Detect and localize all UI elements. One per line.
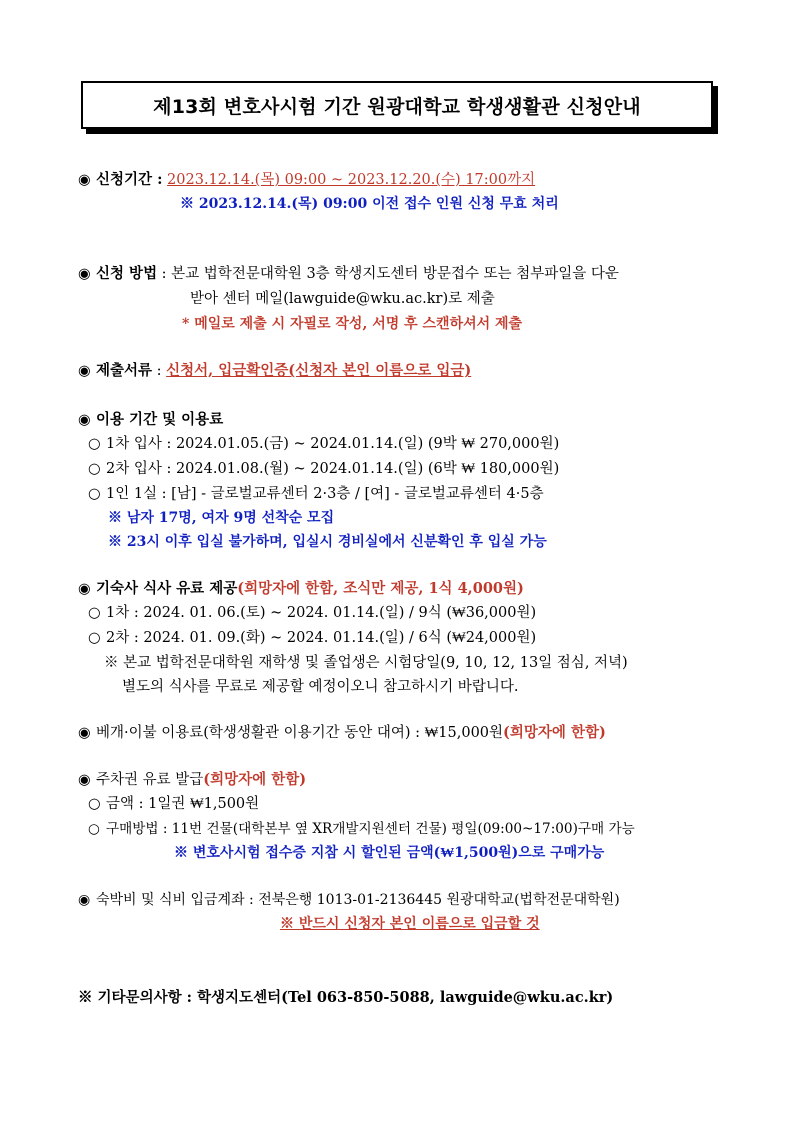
usage-item-2 (88, 459, 559, 479)
method-note: * 메일로 제출 시 자필로 작성, 서명 후 스캔하셔서 제출 (182, 316, 523, 332)
period-line (78, 170, 535, 190)
double-circle-marker-icon: ◉ (78, 363, 91, 379)
double-circle-marker-icon: ◉ (78, 725, 91, 741)
circle-bullet-icon: ○ (88, 796, 101, 812)
method-label: 신청 방법 (96, 266, 158, 282)
double-circle-marker-icon: ◉ (78, 892, 91, 908)
account-note: ※ 반드시 신청자 본인 이름으로 입금할 것 (280, 916, 540, 932)
parking-item-2 (88, 819, 635, 839)
documents-colon: : (152, 363, 167, 379)
meals-item-2 (88, 628, 536, 648)
period-value: 2023.12.14.(목) 09:00 ~ 2023.12.20.(수) 17:00까지 (167, 172, 536, 188)
bedding-text: 베개·이불 이용료(학생생활관 이용기간 동안 대여) : ₩15,000원 (96, 725, 504, 741)
account-text: 숙박비 및 식비 입금계좌 : 전북은행 1013-01-2136445 원광대학교(법학전문대학원) (96, 892, 620, 908)
double-circle-marker-icon: ◉ (78, 172, 91, 188)
parking-item-text: 구매방법 : 11번 건물(대학본부 옆 XR개발지원센터 건물) 평일(09:00~17:00)구매 가능 (106, 821, 635, 837)
double-circle-marker-icon: ◉ (78, 772, 91, 788)
usage-heading: 이용 기간 및 이용료 (96, 412, 224, 428)
meals-note-1: ※ 본교 법학전문대학원 재학생 및 졸업생은 시험당일(9, 10, 12, 13일 점심, 저녁) (104, 655, 628, 671)
usage-item-1 (88, 434, 559, 454)
meals-heading: 기숙사 식사 유료 제공 (96, 581, 238, 597)
period-note: ※ 2023.12.14.(목) 09:00 이전 접수 인원 신청 무효 처리 (180, 196, 559, 212)
circle-bullet-icon: ○ (88, 461, 101, 477)
title-box (81, 81, 713, 129)
usage-item-text: 2차 입사 : 2024.01.08.(월) ~ 2024.01.14.(일) (6박 ₩ 180,000원) (106, 461, 560, 477)
parking-note: ※ 변호사시험 접수증 지참 시 할인된 금액(₩1,500원)으로 구매가능 (174, 845, 605, 861)
page-title: 제13회 변호사시험 기간 원광대학교 학생생활관 신청안내 (153, 95, 641, 118)
contact-line: ※ 기타문의사항 : 학생지도센터(Tel 063-850-5088, lawguide@wku.ac.kr) (78, 989, 614, 1006)
usage-item-text: 1인 1실 : [남] - 글로벌교류센터 2·3층 / [여] - 글로벌교류센터 4·5층 (106, 486, 544, 502)
circle-bullet-icon: ○ (88, 630, 101, 646)
meals-note-2: 별도의 식사를 무료로 제공할 예정이오니 참고하시기 바랍니다. (122, 679, 519, 695)
circle-bullet-icon: ○ (88, 436, 101, 452)
parking-heading-line (78, 770, 306, 790)
method-line-1 (78, 264, 619, 284)
usage-note-1: ※ 남자 17명, 여자 9명 선착순 모집 (108, 510, 335, 526)
parking-heading-note: (희망자에 한함) (203, 771, 307, 788)
bedding-note: (희망자에 한함) (503, 724, 606, 741)
circle-bullet-icon: ○ (88, 821, 100, 837)
period-colon: : (152, 171, 163, 188)
meals-item-text: 1차 : 2024. 01. 06.(토) ~ 2024. 01.14.(일) / 9식 (₩36,000원) (106, 605, 537, 621)
method-text-2: 받아 센터 메일(lawguide@wku.ac.kr)로 제출 (190, 291, 495, 307)
circle-bullet-icon: ○ (88, 486, 101, 502)
double-circle-marker-icon: ◉ (78, 412, 91, 428)
period-label: 신청기간 (96, 172, 153, 188)
circle-bullet-icon: ○ (88, 605, 101, 621)
parking-heading: 주차권 유료 발급 (96, 772, 204, 788)
usage-item-text: 1차 입사 : 2024.01.05.(금) ~ 2024.01.14.(일) (9박 ₩ 270,000원) (106, 436, 560, 452)
meals-heading-line (78, 579, 524, 599)
usage-note-2: ※ 23시 이후 입실 불가하며, 입실시 경비실에서 신분확인 후 입실 가능 (108, 534, 547, 550)
parking-item-1 (88, 794, 259, 814)
meals-heading-note: (희망자에 한함, 조식만 제공, 1식 4,000원) (237, 580, 524, 597)
usage-heading-line (78, 410, 223, 430)
meals-item-text: 2차 : 2024. 01. 09.(화) ~ 2024. 01.14.(일) / 6식 (₩24,000원) (106, 630, 537, 646)
method-text-1: : 본교 법학전문대학원 3층 학생지도센터 방문접수 또는 첨부파일을 다운 (157, 266, 619, 282)
bedding-line (78, 723, 606, 743)
documents-value: 신청서, 입금확인증(신청자 본인 이름으로 입금) (166, 362, 472, 379)
double-circle-marker-icon: ◉ (78, 266, 91, 282)
documents-label: 제출서류 (96, 363, 153, 379)
meals-item-1 (88, 603, 536, 623)
parking-item-text: 금액 : 1일권 ₩1,500원 (106, 796, 260, 812)
double-circle-marker-icon: ◉ (78, 581, 91, 597)
documents-line (78, 361, 471, 381)
account-line (78, 890, 620, 910)
usage-item-3 (88, 484, 544, 504)
